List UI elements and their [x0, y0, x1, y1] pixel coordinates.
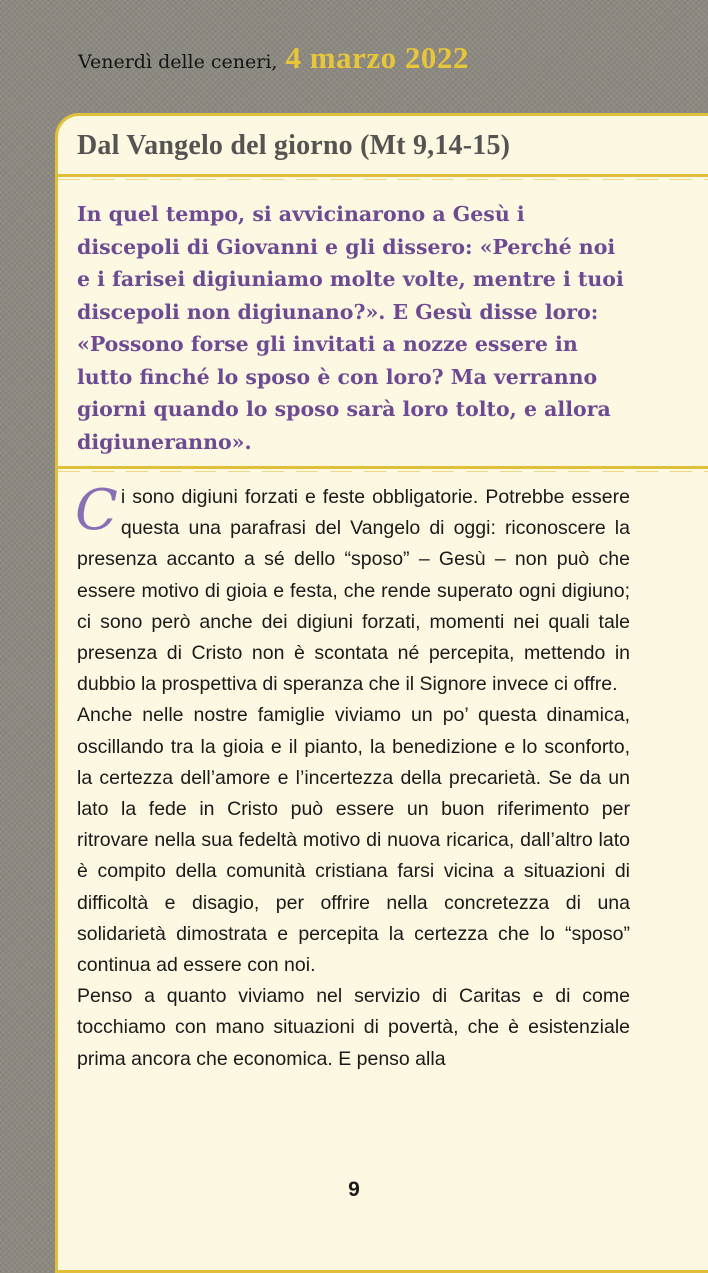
date-header	[78, 40, 469, 80]
commentary-paragraph-3: Penso a quanto viviamo nel servizio di Caritas e di come tocchiamo con mano situazioni di povertà, che è esistenziale prima ancora che economica. E penso alla	[77, 985, 630, 1070]
gospel-passage: In quel tempo, si avvicinarono a Gesù i discepoli di Giovanni e gli dissero: «Perché noi e i farisei digiuniamo molte volte, mentre i tuoi discepoli non digiunano?». E Gesù disse loro: «Possono forse gli invitati a nozze essere in lutto finché lo sposo è con loro? Ma verranno giorni quando lo sposo sarà loro tolto, e allora digiuneranno».	[77, 202, 624, 454]
weekday-label: Venerdì delle ceneri,	[78, 51, 278, 73]
commentary-paragraph-1	[75, 478, 630, 700]
date-label: 4 marzo 2022	[285, 40, 469, 75]
paragraph-1-text: i sono digiuni forzati e feste obbligatorie. Potrebbe essere questa una parafrasi del Vangelo di oggi: riconoscere la presenza accanto a sé dello “sposo” – Gesù – non può che essere motivo di gioia e festa, che rende superato ogni digiuno; ci sono però anche dei digiuni forzati, momenti nei quali tale presenza di Cristo non è scontata né percepita, mettendo in dubbio la prospettiva di speranza che il Signore invece ci offre.	[77, 486, 630, 696]
commentary-paragraph-2: Anche nelle nostre famiglie viviamo un po’ questa dinamica, oscillando tra la gioia e il pianto, la benedizione e lo sconforto, la certezza dell’amore e l’incertezza della precarietà. Se da un lato la fede in Cristo può essere un buon riferimento per ritrovare nella sua fedeltà motivo di nuova ricarica, dall’altro lato è compito della comunità cristiana farsi vicina a situazioni di difficoltà e disagio, per offrire nella concretezza di una solidarietà dimostrata e percepita la certezza che lo “sposo” continua ad essere con noi.	[77, 704, 630, 977]
gospel-title: Dal Vangelo del giorno (Mt 9,14-15)	[77, 130, 511, 161]
divider-top	[58, 174, 708, 177]
drop-cap: C	[75, 478, 118, 543]
page-number: 9	[348, 1178, 360, 1201]
commentary	[75, 478, 630, 1075]
divider-bottom	[58, 466, 708, 469]
